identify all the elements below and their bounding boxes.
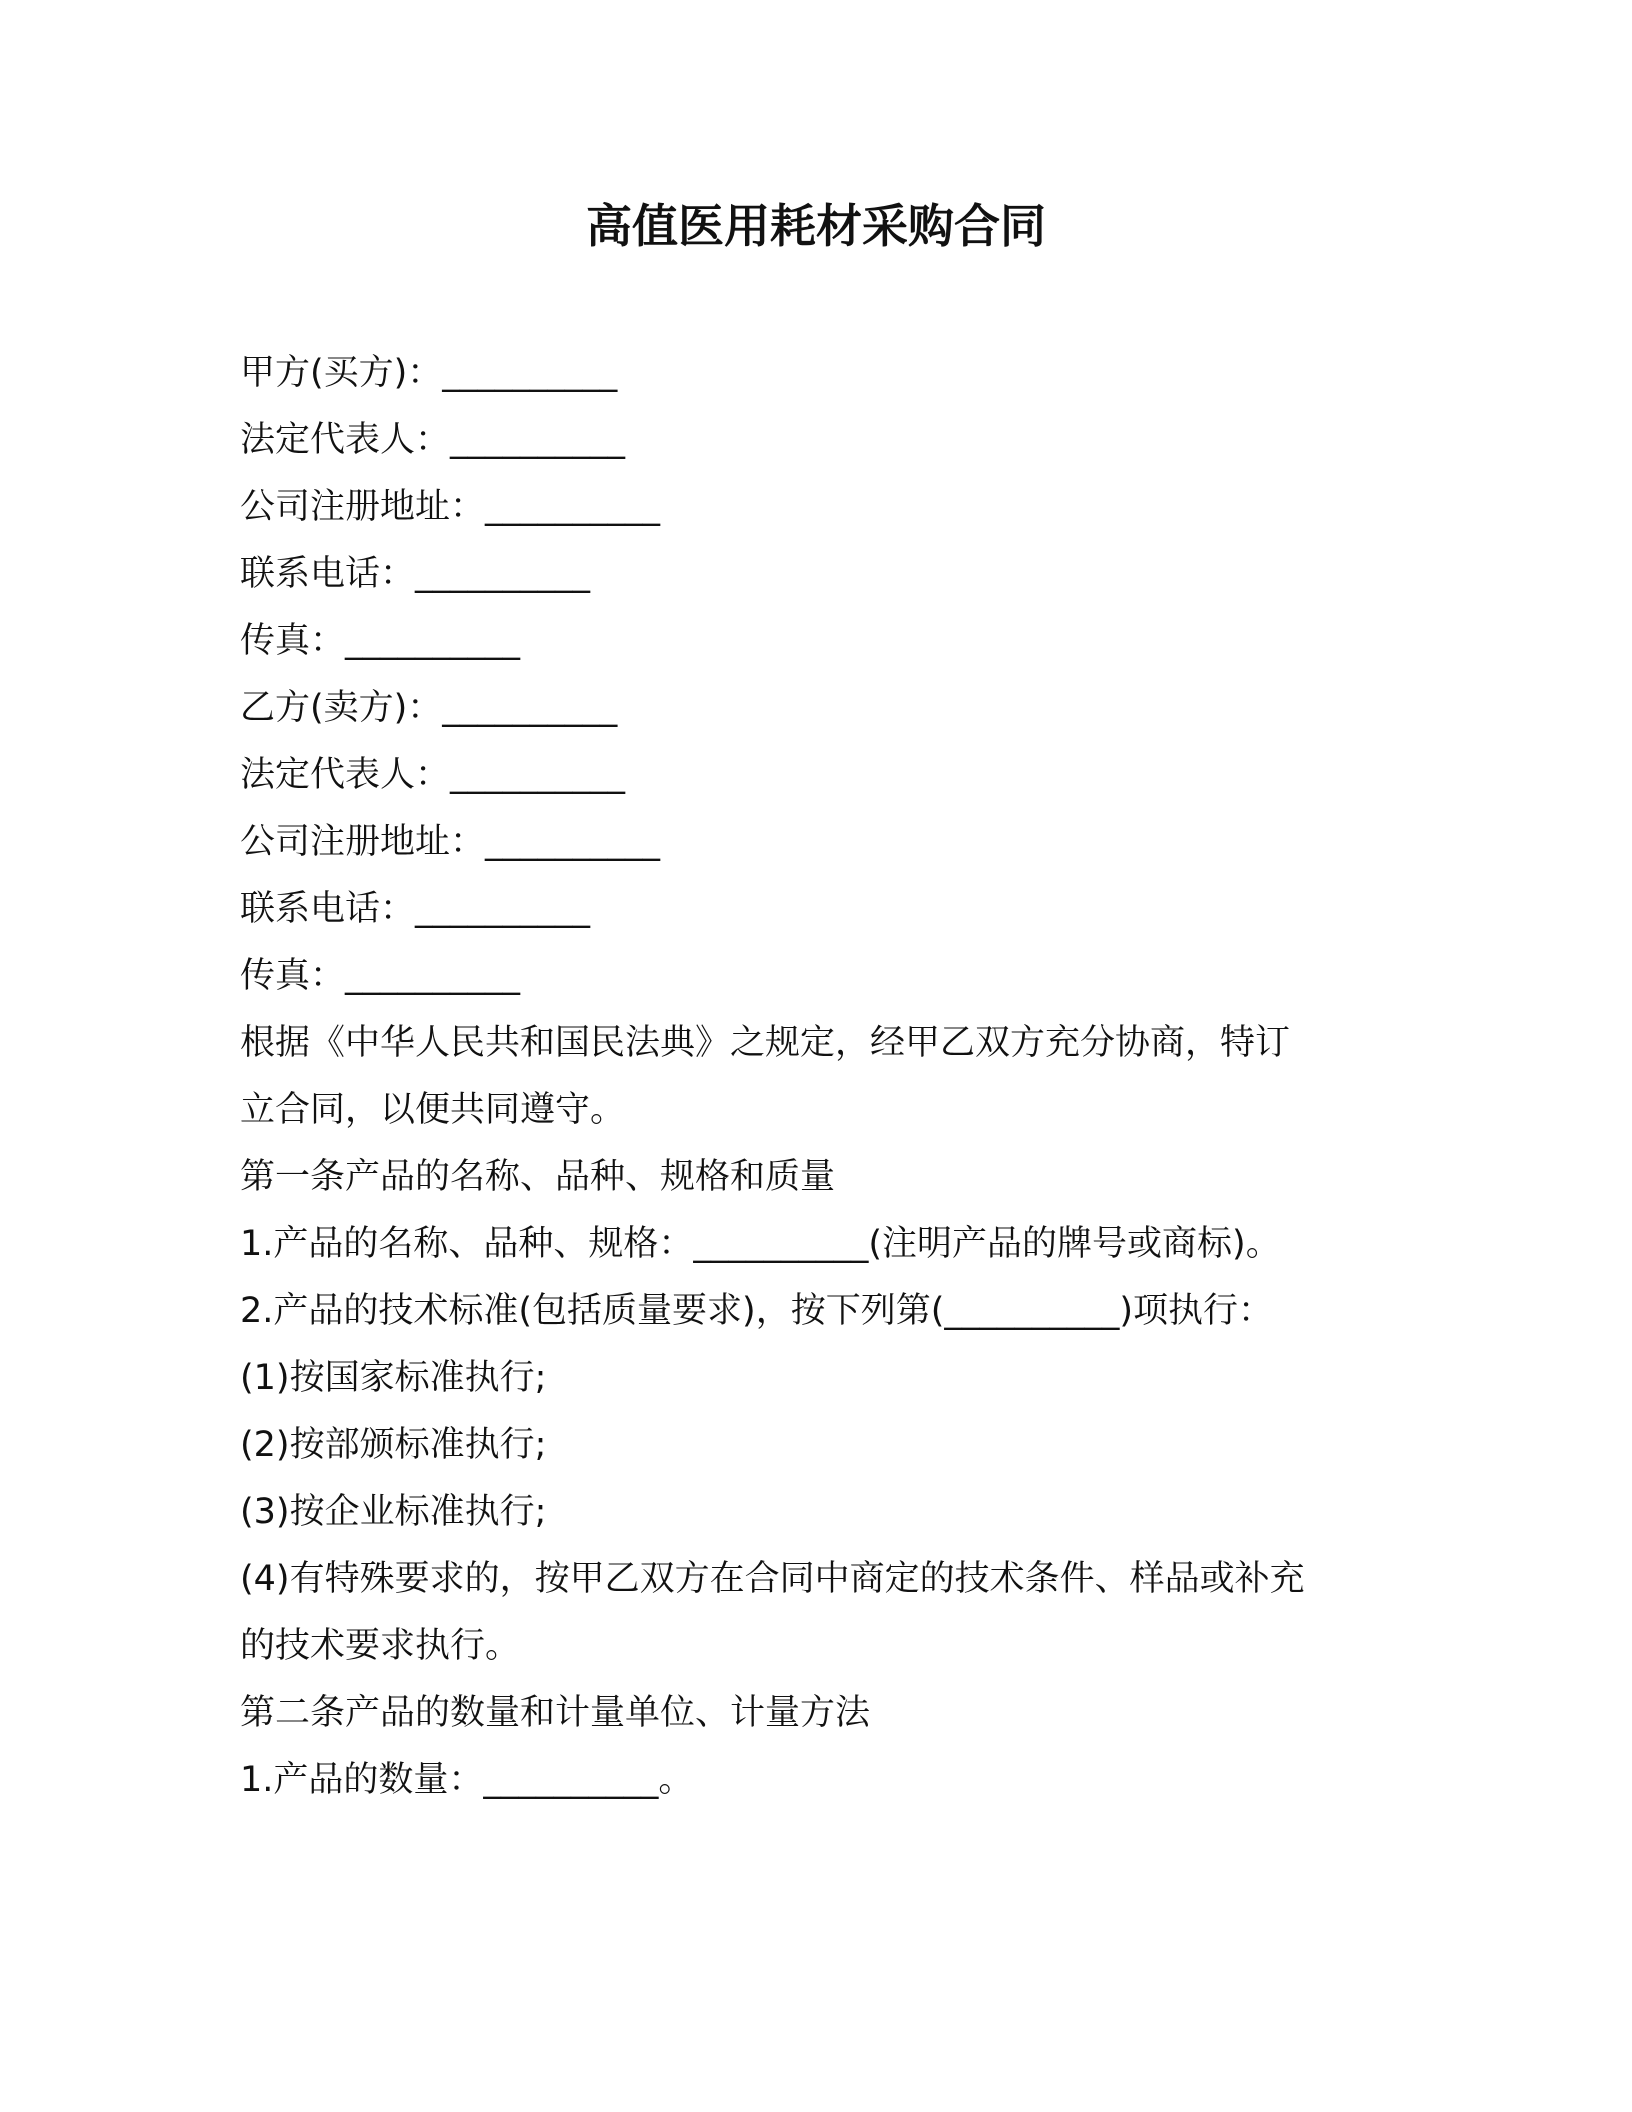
document-body — [240, 340, 1400, 1814]
buyer-fax-line: 传真：__________ — [240, 621, 521, 661]
seller-legal-representative-line: 法定代表人：__________ — [240, 755, 626, 795]
article-1-item-2: 2.产品的技术标准(包括质量要求)，按下列第(__________)项执行： — [240, 1291, 1274, 1331]
standard-option-1: (1)按国家标准执行; — [240, 1358, 547, 1398]
standard-option-3: (3)按企业标准执行; — [240, 1492, 547, 1532]
buyer-phone-line: 联系电话：__________ — [240, 554, 591, 594]
document-title: 高值医用耗材采购合同 — [586, 199, 1046, 253]
article-1-item-1: 1.产品的名称、品种、规格：__________(注明产品的牌号或商标)。 — [240, 1224, 1281, 1264]
standard-option-4-line-2: 的技术要求执行。 — [240, 1626, 521, 1666]
preamble-line-2: 立合同，以便共同遵守。 — [240, 1090, 626, 1130]
buyer-legal-representative-line: 法定代表人：__________ — [240, 420, 626, 460]
standard-option-4-line-1: (4)有特殊要求的，按甲乙双方在合同中商定的技术条件、样品或补充 — [240, 1559, 1305, 1599]
preamble-line-1: 根据《中华人民共和国民法典》之规定，经甲乙双方充分协商，特订 — [240, 1023, 1291, 1063]
seller-fax-line: 传真：__________ — [240, 956, 521, 996]
buyer-party-line: 甲方(买方)：__________ — [240, 353, 618, 393]
seller-party-line: 乙方(卖方)：__________ — [240, 688, 618, 728]
buyer-registered-address-line: 公司注册地址：__________ — [240, 487, 661, 527]
seller-phone-line: 联系电话：__________ — [240, 889, 591, 929]
article-2-heading: 第二条产品的数量和计量单位、计量方法 — [240, 1693, 871, 1733]
standard-option-2: (2)按部颁标准执行; — [240, 1425, 547, 1465]
seller-registered-address-line: 公司注册地址：__________ — [240, 822, 661, 862]
article-2-item-1: 1.产品的数量：__________。 — [240, 1760, 694, 1800]
article-1-heading: 第一条产品的名称、品种、规格和质量 — [240, 1157, 836, 1197]
